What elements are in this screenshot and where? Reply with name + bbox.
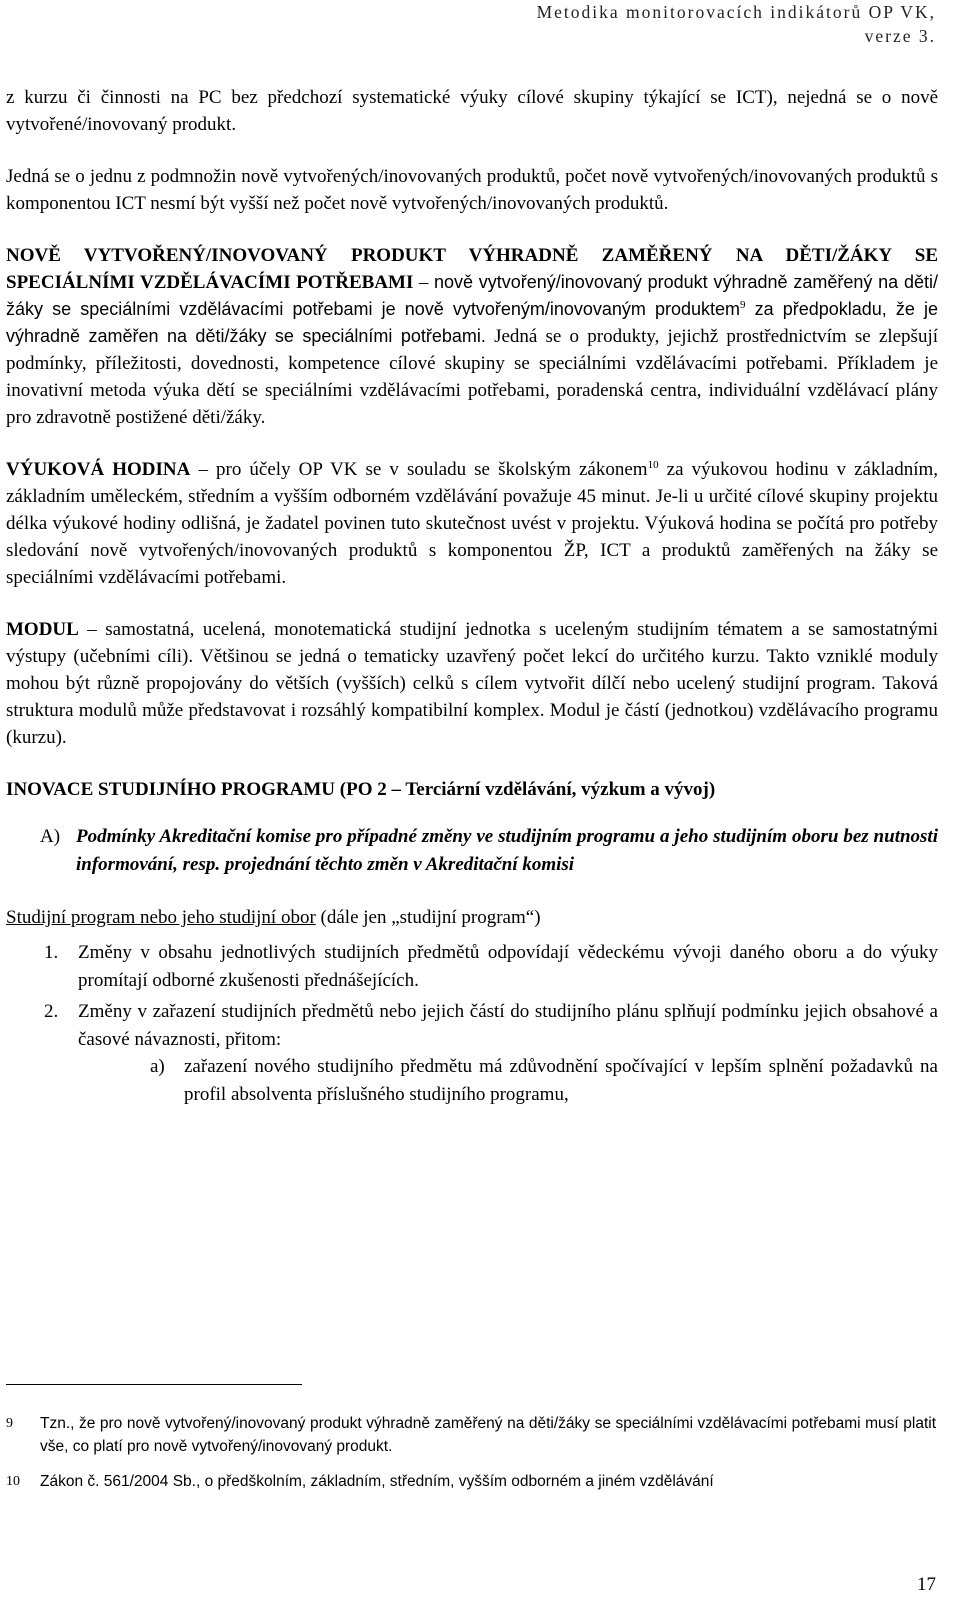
footnote-9 bbox=[6, 1412, 936, 1458]
term-lesson-hour: VÝUKOVÁ HODINA bbox=[6, 459, 191, 480]
term-module: MODUL bbox=[6, 619, 79, 640]
running-header bbox=[416, 0, 936, 48]
sublist-item bbox=[150, 1053, 938, 1109]
list-item-marker: 1. bbox=[44, 942, 59, 963]
section-heading: INOVACE STUDIJNÍHO PROGRAMU (PO 2 – Terciární vzdělávání, výzkum a vývoj) bbox=[6, 779, 716, 800]
definition-sans-part: nově vytvořený/inovovaný produkt výhradně zaměřený na děti/žáky se speciálními vzdělávacími potřebami je nově vytvořeným/inovovaným produktem bbox=[6, 272, 938, 319]
footnote-text: Zákon č. 561/2004 Sb., o předškolním, základním, středním, vyšším odborném a jiném vzdělávání bbox=[40, 1473, 714, 1490]
list-item bbox=[44, 998, 938, 1053]
list-item-text: Změny v zařazení studijních předmětů nebo jejich částí do studijního plánu splňují podmínku jejich obsahové a časové návaznosti, přitom: bbox=[78, 1001, 938, 1050]
sublist-item-marker: a) bbox=[150, 1056, 165, 1077]
page-number: 17 bbox=[917, 1574, 936, 1595]
numbered-list bbox=[6, 939, 938, 1109]
study-program-intro: Studijní program nebo jeho studijní obor (dále jen „studijní program“) bbox=[6, 907, 541, 928]
list-item bbox=[44, 939, 938, 994]
running-header-title: Metodika monitorovacích indikátorů OP VK, bbox=[536, 2, 936, 22]
footnote-ref-9[interactable]: 9 bbox=[740, 299, 746, 311]
term-special-needs-product: NOVĚ VYTVOŘENÝ/INOVOVANÝ PRODUKT VÝHRADNĚ ZAMĚŘENÝ NA DĚTI/ŽÁKY SE SPECIÁLNÍMI VZDĚLÁVACÍMI POTŘEBAMI bbox=[6, 245, 938, 293]
subsection-a bbox=[40, 823, 938, 879]
footnotes bbox=[6, 1412, 936, 1493]
footnote-text: Tzn., že pro nově vytvořený/inovovaný produkt výhradně zaměřený na děti/žáky se speciálními vzdělávacími potřebami musí platit vše, co platí pro nově vytvořený/inovovaný produkt. bbox=[40, 1415, 936, 1455]
paragraph-special-needs-product: NOVĚ VYTVOŘENÝ/INOVOVANÝ PRODUKT VÝHRADNĚ ZAMĚŘENÝ NA DĚTI/ŽÁKY SE SPECIÁLNÍMI VZDĚLÁVACÍMI POTŘEBAMI – nově vytvořený/inovovaný produkt výhradně zaměřený na děti/žáky se speciálními vzdělávacími potřebami je nově vytvořeným/inovovaným produktem$^9$ za předpokladu, že je výhradně zaměřen na děti/žáky se speciálními potřebami. Jedná se o produkty, jejichž prostřednictvím se zlepšují podmínky, příležitosti, dovednosti, kompetence cílové skupiny se speciálními vzdělávacími potřebami. Příkladem je inovativní metoda výuka dětí se speciálními vzdělávacími potřebami, poradenská centra, individuální vzdělávací plány pro zdravotně postižené děti/žáky. bbox=[6, 245, 939, 428]
footnote-ref-10[interactable]: 10 bbox=[647, 459, 659, 471]
paragraph-module: MODUL – samostatná, ucelená, monotematická studijní jednotka s uceleným studijním tématem a se samostatnými výstupy (učebními cíli). Většinou se jedná o tematicky uzavřený počet lekcí do určitého kurzu. Takto vzniklé moduly mohou být různě propojovány do větších (vyšších) celků s cílem vytvořit dílčí nebo ucelený studijní program. Taková struktura modulů může představovat i rozsáhlý kompatibilní komplex. Modul je částí (jednotkou) vzdělávacího programu (kurzu). bbox=[6, 619, 938, 748]
footnote-marker: 9 bbox=[6, 1416, 13, 1431]
page-body bbox=[6, 84, 938, 1109]
list-item-marker: 2. bbox=[44, 1001, 59, 1022]
list-item-text: Změny v obsahu jednotlivých studijních předmětů odpovídají vědeckému vývoji daného oboru a do výuky promítají odborné zkušenosti přednášejících. bbox=[78, 942, 938, 991]
paragraph-lesson-hour: VÝUKOVÁ HODINA – pro účely OP VK se v souladu se školským zákonem$^{10}$ za výukovou hodinu v základním, základním uměleckém, středním a vyšším odborném vzdělávání považuje 45 minut. Je-li u určité cílové skupiny projektu délka výukové hodiny odlišná, je žadatel povinen tuto skutečnost uvést v projektu. Výuková hodina se počítá pro potřeby sledování nově vytvořených/inovovaných produktů s komponentou ŽP, ICT a produktů zaměřených na žáky se speciálními vzdělávacími potřebami. bbox=[6, 459, 939, 588]
footnote-separator bbox=[6, 1384, 302, 1385]
paragraph-ict-subset: Jedná se o jednu z podmnožin nově vytvořených/inovovaných produktů, počet nově vytvořených/inovovaných produktů s komponentou ICT nesmí být vyšší než počet nově vytvořených/inovovaných produktů. bbox=[6, 166, 938, 214]
running-header-version: verze 3. bbox=[864, 26, 936, 46]
footnote-marker: 10 bbox=[6, 1474, 20, 1489]
paragraph-continuation: z kurzu či činnosti na PC bez předchozí systematické výuky cílové skupiny týkající se ICT), nejedná se o nově vytvořené/inovovaný produkt. bbox=[6, 87, 938, 135]
subsection-marker: A) bbox=[40, 826, 61, 847]
footnote-10 bbox=[6, 1470, 936, 1493]
subsection-title: Podmínky Akreditační komise pro případné změny ve studijním programu a jeho studijním oboru bez nutnosti informování, resp. projednání těchto změn v Akreditační komisi bbox=[76, 826, 938, 875]
sublist-item-text: zařazení nového studijního předmětu má zdůvodnění spočívající v lepším splnění požadavků na profil absolventa příslušného studijního programu, bbox=[184, 1056, 938, 1105]
study-program-underlined: Studijní program nebo jeho studijní obor bbox=[6, 907, 316, 928]
